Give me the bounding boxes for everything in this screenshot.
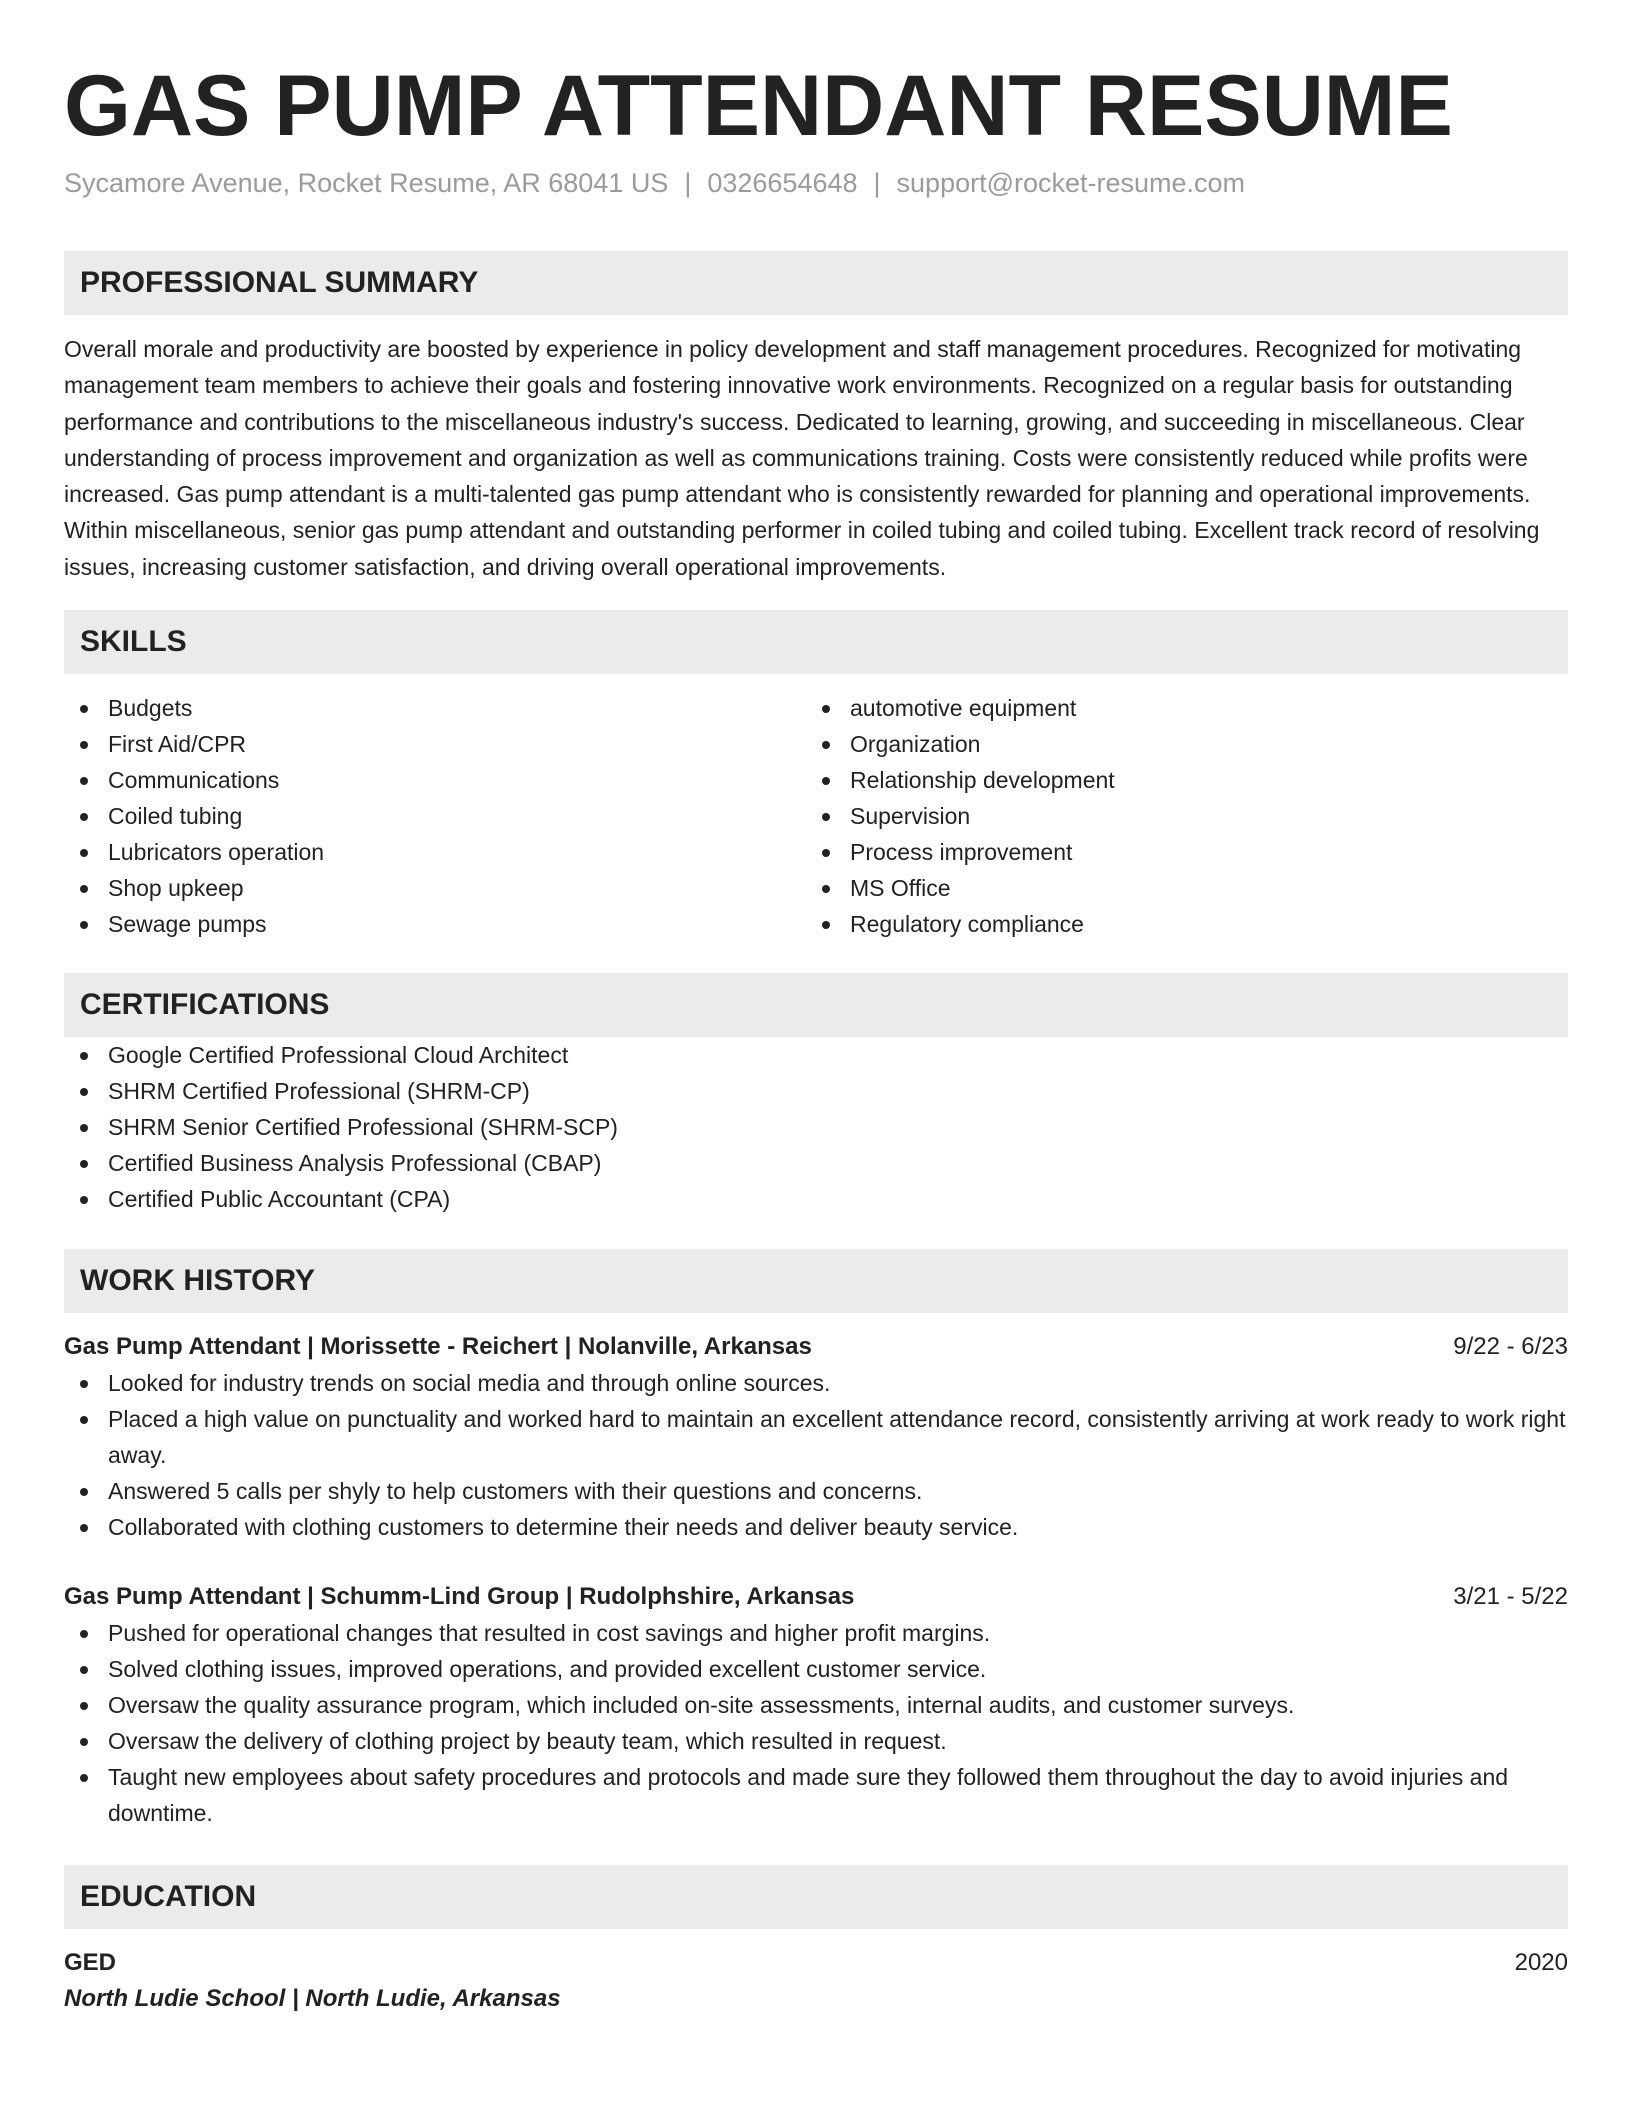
bullet-icon bbox=[80, 741, 88, 749]
certifications-list bbox=[64, 1037, 1568, 1217]
bullet-icon bbox=[80, 705, 88, 713]
skill-item: MS Office bbox=[806, 870, 1548, 906]
contact-email: support@rocket-resume.com bbox=[896, 168, 1246, 198]
bullet-icon bbox=[80, 1702, 88, 1710]
bullet-icon bbox=[822, 921, 830, 929]
bullet-icon bbox=[80, 885, 88, 893]
resume-page bbox=[64, 0, 1568, 2017]
job-bullet: Pushed for operational changes that resulted in cost savings and higher profit margins. bbox=[64, 1615, 1568, 1651]
bullet-icon bbox=[822, 885, 830, 893]
bullet-icon bbox=[80, 1488, 88, 1496]
skill-item: Lubricators operation bbox=[64, 834, 806, 870]
bullet-icon bbox=[822, 777, 830, 785]
summary-heading: PROFESSIONAL SUMMARY bbox=[64, 251, 1568, 315]
skills-list-left bbox=[64, 690, 806, 942]
contact-line bbox=[64, 166, 1568, 200]
bullet-icon bbox=[80, 849, 88, 857]
education-year: 2020 bbox=[1514, 1949, 1568, 1977]
job-header bbox=[64, 1329, 1568, 1365]
skill-item: Supervision bbox=[806, 798, 1548, 834]
bullet-icon bbox=[80, 813, 88, 821]
certifications-heading: CERTIFICATIONS bbox=[64, 973, 1568, 1037]
skills-heading: SKILLS bbox=[64, 610, 1568, 674]
education-heading: EDUCATION bbox=[64, 1865, 1568, 1929]
bullet-icon bbox=[80, 1738, 88, 1746]
bullet-icon bbox=[80, 1524, 88, 1532]
skill-item: Regulatory compliance bbox=[806, 906, 1548, 942]
education-degree: GED bbox=[64, 1949, 117, 1977]
education-header bbox=[64, 1945, 1568, 1981]
skills-list-right bbox=[806, 690, 1548, 942]
job-bullets bbox=[64, 1615, 1568, 1831]
job-entry bbox=[64, 1579, 1568, 1831]
job-entry bbox=[64, 1329, 1568, 1545]
contact-separator: | bbox=[684, 168, 692, 198]
skill-item: Communications bbox=[64, 762, 806, 798]
job-title: Gas Pump Attendant | Morissette - Reichert | Nolanville, Arkansas bbox=[64, 1333, 812, 1361]
job-bullet: Collaborated with clothing customers to determine their needs and deliver beauty service. bbox=[64, 1509, 1568, 1545]
bullet-icon bbox=[80, 1666, 88, 1674]
work-history-heading: WORK HISTORY bbox=[64, 1249, 1568, 1313]
resume-title: GAS PUMP ATTENDANT RESUME bbox=[64, 58, 1453, 154]
skill-item: Coiled tubing bbox=[64, 798, 806, 834]
job-bullet: Solved clothing issues, improved operations, and provided excellent customer service. bbox=[64, 1651, 1568, 1687]
job-dates: 9/22 - 6/23 bbox=[1453, 1333, 1568, 1361]
summary-text: Overall morale and productivity are boosted by experience in policy development and staff management procedures. Recognized for motivating management team members to achieve their goals and fostering innovative work environments. Recognized on a regular basis for outstanding performance and contributions to the miscellaneous industry's success. Dedicated to learning, growing, and succeeding in miscellaneous. Clear understanding of process improvement and organization as well as communications training. Costs were consistently reduced while profits were increased. Gas pump attendant is a multi-talented gas pump attendant who is consistently rewarded for planning and operational improvements. Within miscellaneous, senior gas pump attendant and outstanding performer in coiled tubing and coiled tubing. Excellent track record of resolving issues, increasing customer satisfaction, and driving overall operational improvements. bbox=[64, 336, 1540, 580]
job-bullet: Answered 5 calls per shyly to help customers with their questions and concerns. bbox=[64, 1473, 1568, 1509]
education-entry bbox=[64, 1945, 1568, 2017]
bullet-icon bbox=[80, 1052, 88, 1060]
bullet-icon bbox=[822, 705, 830, 713]
contact-separator: | bbox=[873, 168, 881, 198]
bullet-icon bbox=[80, 777, 88, 785]
bullet-icon bbox=[822, 741, 830, 749]
education-school: North Ludie School | North Ludie, Arkansas bbox=[64, 1985, 561, 2013]
job-bullet: Taught new employees about safety procedures and protocols and made sure they followed them throughout the day to avoid injuries and downtime. bbox=[64, 1759, 1568, 1831]
skill-item: First Aid/CPR bbox=[64, 726, 806, 762]
bullet-icon bbox=[80, 1416, 88, 1424]
skill-item: automotive equipment bbox=[806, 690, 1548, 726]
bullet-icon bbox=[80, 1088, 88, 1096]
bullet-icon bbox=[80, 921, 88, 929]
certification-item: Google Certified Professional Cloud Architect bbox=[64, 1037, 1568, 1073]
job-header bbox=[64, 1579, 1568, 1615]
skill-item: Sewage pumps bbox=[64, 906, 806, 942]
bullet-icon bbox=[80, 1160, 88, 1168]
certification-item: SHRM Senior Certified Professional (SHRM-SCP) bbox=[64, 1109, 1568, 1145]
contact-phone: 0326654648 bbox=[707, 168, 858, 198]
skill-item: Process improvement bbox=[806, 834, 1548, 870]
skill-item: Shop upkeep bbox=[64, 870, 806, 906]
bullet-icon bbox=[80, 1124, 88, 1132]
bullet-icon bbox=[822, 849, 830, 857]
bullet-icon bbox=[80, 1196, 88, 1204]
bullet-icon bbox=[822, 813, 830, 821]
certification-item: Certified Public Accountant (CPA) bbox=[64, 1181, 1568, 1217]
bullet-icon bbox=[80, 1630, 88, 1638]
skill-item: Relationship development bbox=[806, 762, 1548, 798]
certification-item: Certified Business Analysis Professional (CBAP) bbox=[64, 1145, 1568, 1181]
contact-address: Sycamore Avenue, Rocket Resume, AR 68041 US bbox=[64, 168, 669, 198]
skill-item: Budgets bbox=[64, 690, 806, 726]
certification-item: SHRM Certified Professional (SHRM-CP) bbox=[64, 1073, 1568, 1109]
job-bullet: Placed a high value on punctuality and worked hard to maintain an excellent attendance record, consistently arriving at work ready to work right away. bbox=[64, 1401, 1568, 1473]
job-dates: 3/21 - 5/22 bbox=[1453, 1583, 1568, 1611]
bullet-icon bbox=[80, 1774, 88, 1782]
job-bullet: Looked for industry trends on social media and through online sources. bbox=[64, 1365, 1568, 1401]
job-title: Gas Pump Attendant | Schumm-Lind Group | Rudolphshire, Arkansas bbox=[64, 1583, 855, 1611]
skills-columns bbox=[64, 690, 1568, 942]
job-bullets bbox=[64, 1365, 1568, 1545]
job-bullet: Oversaw the quality assurance program, which included on-site assessments, internal audits, and customer surveys. bbox=[64, 1687, 1568, 1723]
job-bullet: Oversaw the delivery of clothing project by beauty team, which resulted in request. bbox=[64, 1723, 1568, 1759]
bullet-icon bbox=[80, 1380, 88, 1388]
skill-item: Organization bbox=[806, 726, 1548, 762]
